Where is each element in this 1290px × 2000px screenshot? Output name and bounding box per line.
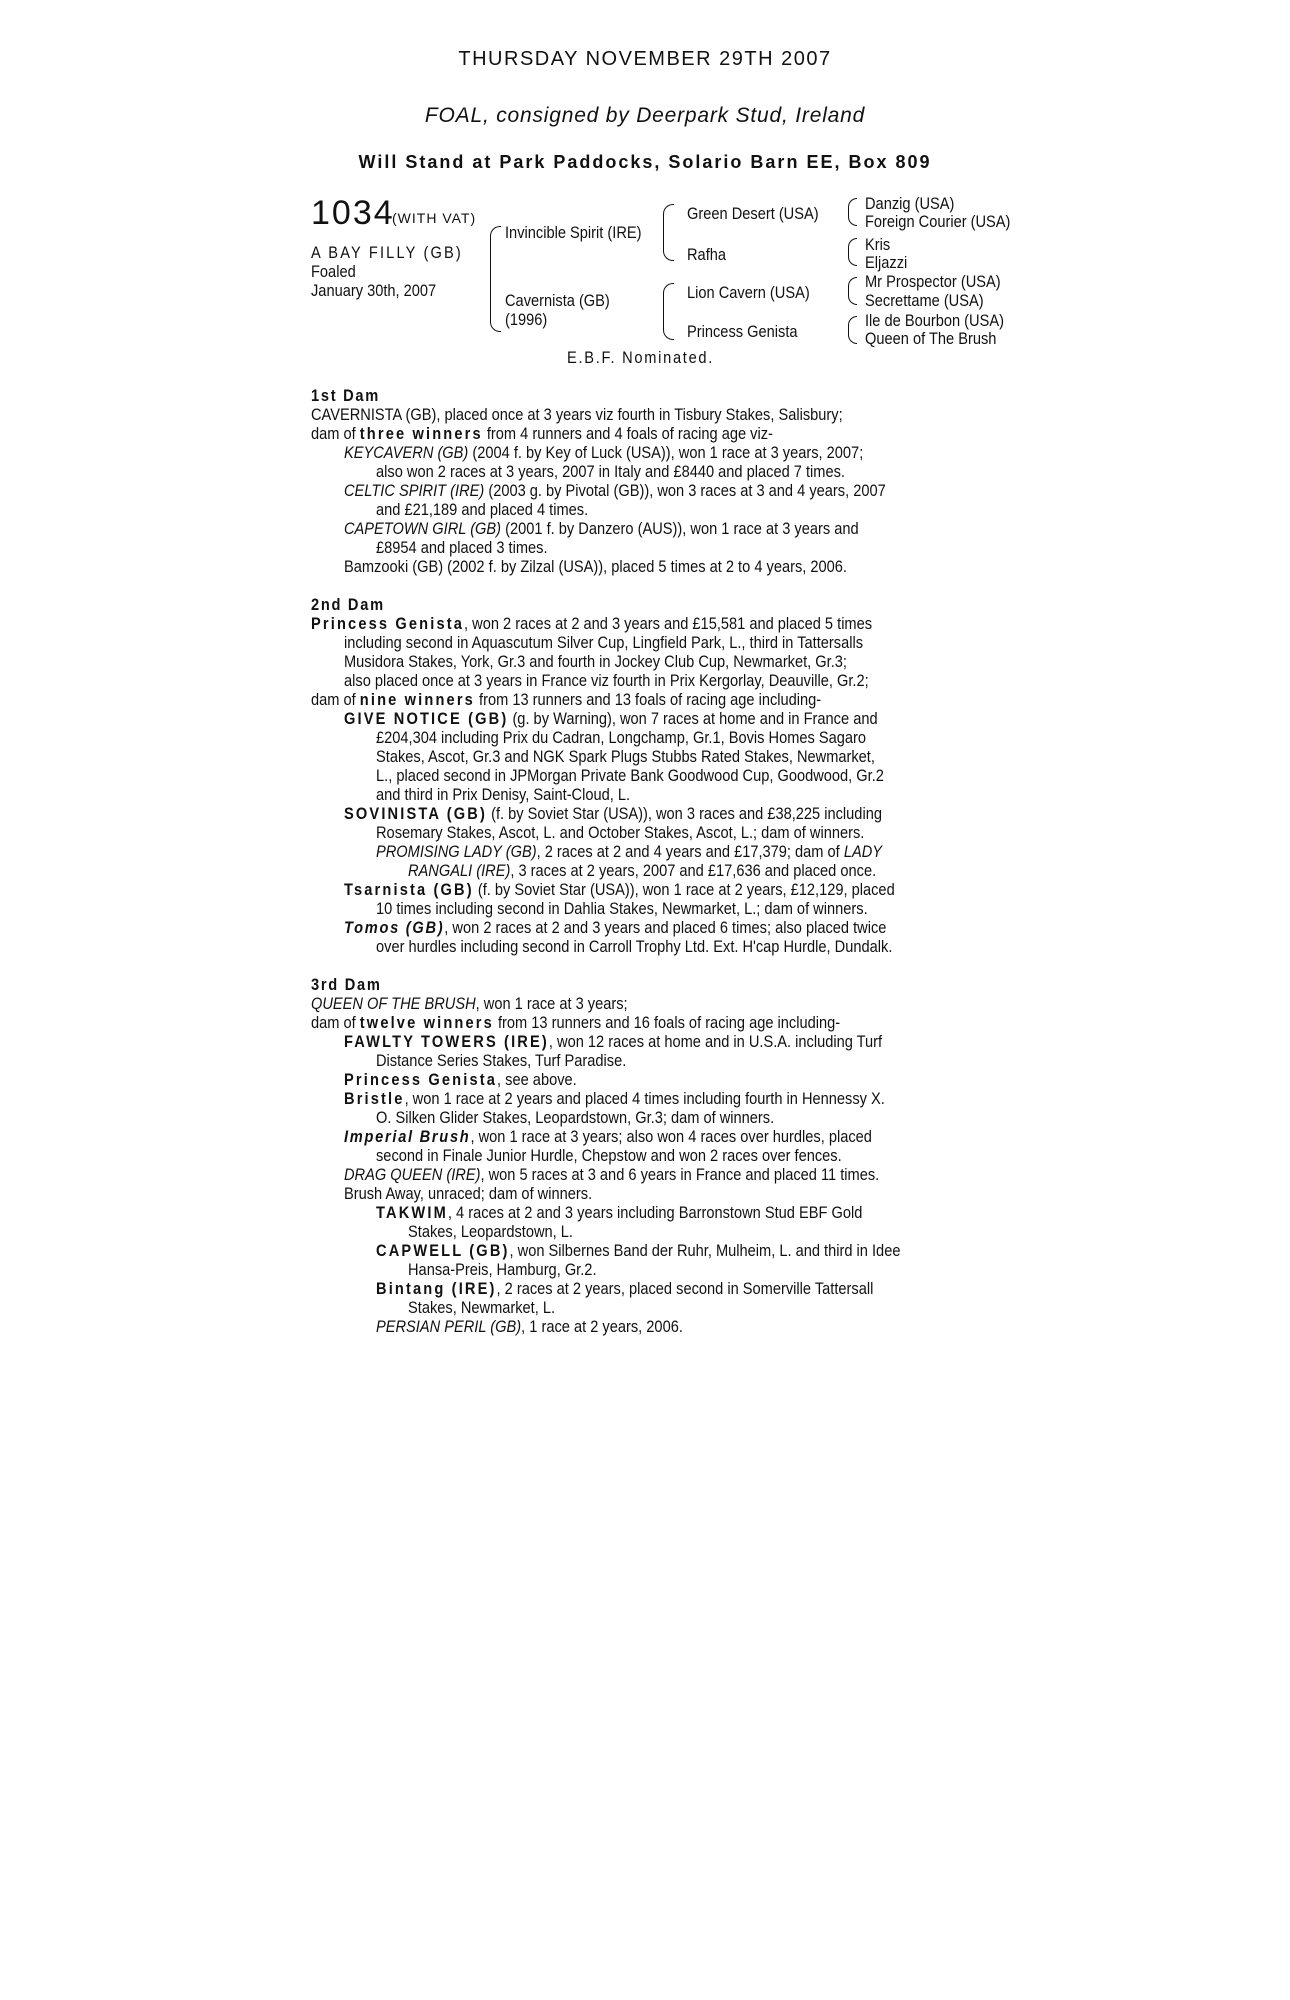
progeny-bamzooki: Bamzooki (GB) (2002 f. by Zilzal (USA)), placed 5 times at 2 to 4 years, 2006. xyxy=(344,557,847,576)
progeny-line: Stakes, Ascot, Gr.3 and NGK Spark Plugs Stubbs Rated Stakes, Newmarket, xyxy=(376,747,875,766)
progeny-rangali: RANGALI (IRE), 3 races at 2 years, 2007 and £17,636 and placed once. xyxy=(408,861,877,880)
second-dam-line: Princess Genista, won 2 races at 2 and 3 years and £15,581 and placed 5 times xyxy=(311,614,873,633)
progeny-line: L., placed second in JPMorgan Private Bank Goodwood Cup, Goodwood, Gr.2 xyxy=(376,766,884,785)
sire-dam: Rafha xyxy=(687,245,727,264)
progeny-takwim: TAKWIM, 4 races at 2 and 3 years including Barronstown Stud EBF Gold xyxy=(376,1203,863,1222)
foaled-date: January 30th, 2007 xyxy=(311,281,437,300)
progeny-line: second in Finale Junior Hurdle, Chepstow and won 2 races over fences. xyxy=(376,1146,842,1165)
progeny-bintang: Bintang (IRE), 2 races at 2 years, placed second in Somerville Tattersall xyxy=(376,1279,874,1298)
gg-2: Foreign Courier (USA) xyxy=(865,212,1011,231)
pedigree-brace-2b xyxy=(663,283,674,340)
sire: Invincible Spirit (IRE) xyxy=(505,223,642,242)
lot-number: 1034 xyxy=(311,194,395,232)
progeny-celtic-spirit: CELTIC SPIRIT (IRE) (2003 g. by Pivotal (GB)), won 3 races at 3 and 4 years, 2007 xyxy=(344,481,886,500)
second-dam-line: also placed once at 3 years in France viz fourth in Prix Kergorlay, Deauville, Gr.2; xyxy=(344,671,869,690)
progeny-line: Hansa-Preis, Hamburg, Gr.2. xyxy=(408,1260,597,1279)
progeny-keycavern: KEYCAVERN (GB) (2004 f. by Key of Luck (USA)), won 1 race at 3 years, 2007; xyxy=(344,443,864,462)
consignment-line: FOAL, consigned by Deerpark Stud, Ireland xyxy=(424,104,866,127)
pedigree-brace-3b xyxy=(848,238,857,266)
pedigree-brace-3d xyxy=(848,316,857,344)
first-dam-produce: dam of three winners from 4 runners and 4 foals of racing age viz- xyxy=(311,424,773,443)
pedigree-brace-3c xyxy=(848,277,857,305)
sale-date: THURSDAY NOVEMBER 29TH 2007 xyxy=(458,48,832,70)
progeny-tomos: Tomos (GB), won 2 races at 2 and 3 years and placed 6 times; also placed twice xyxy=(344,918,887,937)
gg-7: Ile de Bourbon (USA) xyxy=(865,311,1004,330)
first-dam-line: CAVERNISTA (GB), placed once at 3 years viz fourth in Tisbury Stakes, Salisbury; xyxy=(311,405,843,424)
vat-note: (WITH VAT) xyxy=(392,210,477,226)
progeny-line: £8954 and placed 3 times. xyxy=(376,538,548,557)
third-dam-produce: dam of twelve winners from 13 runners and 16 foals of racing age including- xyxy=(311,1013,841,1032)
dam-year: (1996) xyxy=(505,310,548,329)
progeny-line: and £21,189 and placed 4 times. xyxy=(376,500,589,519)
progeny-princess-genista: Princess Genista, see above. xyxy=(344,1070,577,1089)
stand-location: Will Stand at Park Paddocks, Solario Barn EE, Box 809 xyxy=(358,152,932,172)
progeny-capwell: CAPWELL (GB), won Silbernes Band der Ruhr, Mulheim, L. and third in Idee xyxy=(376,1241,901,1260)
progeny-promising-lady: PROMISING LADY (GB), 2 races at 2 and 4 years and £17,379; dam of LADY xyxy=(376,842,883,861)
progeny-persian-peril: PERSIAN PERIL (GB), 1 race at 2 years, 2006. xyxy=(376,1317,683,1336)
progeny-line: Rosemary Stakes, Ascot, L. and October Stakes, Ascot, L.; dam of winners. xyxy=(376,823,865,842)
progeny-line: Stakes, Newmarket, L. xyxy=(408,1298,556,1317)
gg-1: Danzig (USA) xyxy=(865,194,955,213)
gg-3: Kris xyxy=(865,235,891,254)
progeny-give-notice: GIVE NOTICE (GB) (g. by Warning), won 7 races at home and in France and xyxy=(344,709,878,728)
progeny-imperial-brush: Imperial Brush, won 1 race at 3 years; also won 4 races over hurdles, placed xyxy=(344,1127,872,1146)
progeny-line: over hurdles including second in Carroll Trophy Ltd. Ext. H'cap Hurdle, Dundalk. xyxy=(376,937,893,956)
progeny-drag-queen: DRAG QUEEN (IRE), won 5 races at 3 and 6 years in France and placed 11 times. xyxy=(344,1165,880,1184)
pedigree-brace-3a xyxy=(848,198,857,226)
progeny-brush-away: Brush Away, unraced; dam of winners. xyxy=(344,1184,593,1203)
progeny-tsarnista: Tsarnista (GB) (f. by Soviet Star (USA)), won 1 race at 2 years, £12,129, placed xyxy=(344,880,895,899)
second-dam-heading: 2nd Dam xyxy=(311,595,385,614)
gg-4: Eljazzi xyxy=(865,253,908,272)
progeny-line: also won 2 races at 3 years, 2007 in Italy and £8440 and placed 7 times. xyxy=(376,462,845,481)
gg-5: Mr Prospector (USA) xyxy=(865,272,1001,291)
second-dam-line: including second in Aquascutum Silver Cup, Lingfield Park, L., third in Tattersalls xyxy=(344,633,864,652)
ebf-nominated: E.B.F. Nominated. xyxy=(567,348,715,367)
second-dam-produce: dam of nine winners from 13 runners and 13 foals of racing age including- xyxy=(311,690,822,709)
gg-6: Secrettame (USA) xyxy=(865,291,984,310)
dam-sire: Lion Cavern (USA) xyxy=(687,283,810,302)
second-dam-line: Musidora Stakes, York, Gr.3 and fourth in Jockey Club Cup, Newmarket, Gr.3; xyxy=(344,652,848,671)
third-dam-heading: 3rd Dam xyxy=(311,975,382,994)
first-dam-heading: 1st Dam xyxy=(311,386,380,405)
foaled-label: Foaled xyxy=(311,262,356,281)
progeny-line: Distance Series Stakes, Turf Paradise. xyxy=(376,1051,627,1070)
progeny-line: £204,304 including Prix du Cadran, Longchamp, Gr.1, Bovis Homes Sagaro xyxy=(376,728,867,747)
dam-dam: Princess Genista xyxy=(687,322,798,341)
progeny-line: O. Silken Glider Stakes, Leopardstown, Gr.3; dam of winners. xyxy=(376,1108,775,1127)
progeny-line: and third in Prix Denisy, Saint-Cloud, L. xyxy=(376,785,631,804)
gg-8: Queen of The Brush xyxy=(865,329,997,348)
progeny-capetown-girl: CAPETOWN GIRL (GB) (2001 f. by Danzero (AUS)), won 1 race at 3 years and xyxy=(344,519,859,538)
progeny-bristle: Bristle, won 1 race at 2 years and placed 4 times including fourth in Hennessy X. xyxy=(344,1089,885,1108)
progeny-sovinista: SOVINISTA (GB) (f. by Soviet Star (USA)), won 3 races and £38,225 including xyxy=(344,804,882,823)
progeny-line: Stakes, Leopardstown, L. xyxy=(408,1222,573,1241)
dam: Cavernista (GB) xyxy=(505,291,610,310)
lot-description: A BAY FILLY (GB) xyxy=(311,243,463,262)
sire-sire: Green Desert (USA) xyxy=(687,204,819,223)
progeny-line: 10 times including second in Dahlia Stakes, Newmarket, L.; dam of winners. xyxy=(376,899,868,918)
progeny-fawlty-towers: FAWLTY TOWERS (IRE), won 12 races at home and in U.S.A. including Turf xyxy=(344,1032,883,1051)
third-dam-line: QUEEN OF THE BRUSH, won 1 race at 3 years; xyxy=(311,994,628,1013)
pedigree-brace-1 xyxy=(490,226,501,332)
pedigree-brace-2a xyxy=(663,204,674,261)
